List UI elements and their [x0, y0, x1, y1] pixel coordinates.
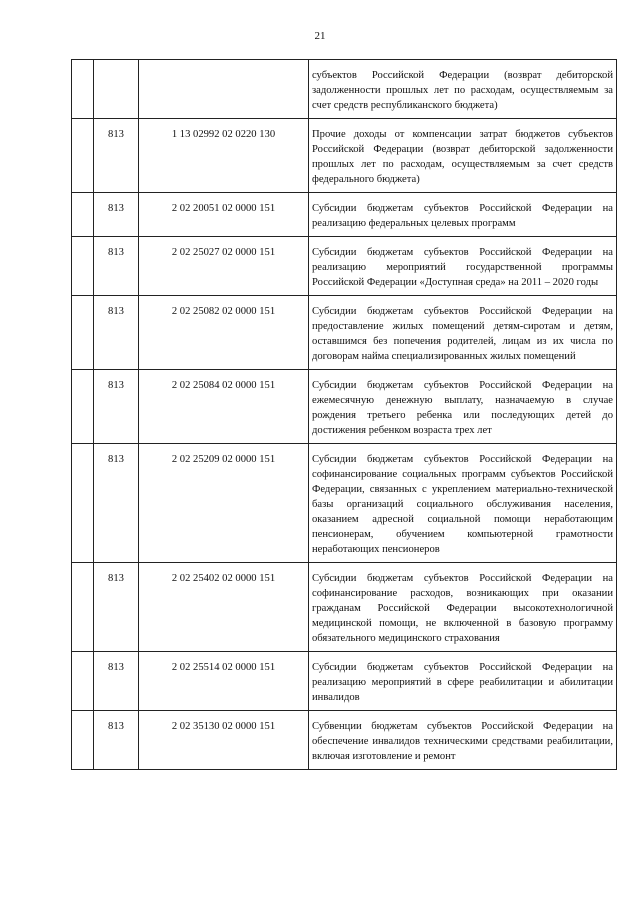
page-number: 21 — [314, 30, 326, 42]
admin-code-cell: 813 — [94, 193, 139, 237]
admin-code-cell: 813 — [94, 296, 139, 370]
revenue-name-cell: Субвенции бюджетам субъектов Российской Федерации на обеспечение инвалидов техническими средствами реабилитации, включая изготовление и ремонт — [309, 711, 617, 770]
revenue-code-cell — [139, 60, 309, 119]
blank-cell — [72, 296, 94, 370]
table-row — [72, 563, 617, 652]
revenue-name-cell: субъектов Российской Федерации (возврат дебиторской задолженности прошлых лет по расходам, осуществляемым за счет средств республиканского бюджета) — [309, 60, 617, 119]
blank-cell — [72, 237, 94, 296]
blank-cell — [72, 193, 94, 237]
blank-cell — [72, 652, 94, 711]
revenue-code-cell: 2 02 20051 02 0000 151 — [139, 193, 309, 237]
table-row — [72, 711, 617, 770]
revenue-name-cell: Субсидии бюджетам субъектов Российской Федерации на реализацию мероприятий в сфере реабилитации и абилитации инвалидов — [309, 652, 617, 711]
admin-code-cell: 813 — [94, 444, 139, 563]
revenue-code-cell: 2 02 35130 02 0000 151 — [139, 711, 309, 770]
table-row — [72, 237, 617, 296]
table-body — [72, 60, 617, 770]
revenue-name-cell: Субсидии бюджетам субъектов Российской Федерации на предоставление жилых помещений детям-сиротам и детям, оставшимся без попечения родителей, лицам из их числа по договорам найма специализированных жилых помещений — [309, 296, 617, 370]
blank-cell — [72, 119, 94, 193]
revenue-name-cell: Прочие доходы от компенсации затрат бюджетов субъектов Российской Федерации (возврат дебиторской задолженности прошлых лет по расходам, осуществляемым за счет средств федерального бюджета) — [309, 119, 617, 193]
admin-code-cell: 813 — [94, 119, 139, 193]
blank-cell — [72, 563, 94, 652]
blank-cell — [72, 370, 94, 444]
admin-code-cell: 813 — [94, 652, 139, 711]
revenue-code-cell: 2 02 25027 02 0000 151 — [139, 237, 309, 296]
admin-code-cell: 813 — [94, 711, 139, 770]
revenue-code-cell: 2 02 25082 02 0000 151 — [139, 296, 309, 370]
revenue-code-cell: 1 13 02992 02 0220 130 — [139, 119, 309, 193]
revenue-name-cell: Субсидии бюджетам субъектов Российской Федерации на реализацию федеральных целевых программ — [309, 193, 617, 237]
table-row — [72, 193, 617, 237]
table-row — [72, 444, 617, 563]
table-row — [72, 60, 617, 119]
revenue-code-cell: 2 02 25209 02 0000 151 — [139, 444, 309, 563]
table-row — [72, 652, 617, 711]
table-row — [72, 119, 617, 193]
admin-code-cell: 813 — [94, 237, 139, 296]
table-row — [72, 370, 617, 444]
blank-cell — [72, 60, 94, 119]
revenue-code-cell: 2 02 25514 02 0000 151 — [139, 652, 309, 711]
revenue-name-cell: Субсидии бюджетам субъектов Российской Федерации на софинансирование социальных программ субъектов Российской Федерации, связанных с укреплением материально-технической базы организаций социального обслуживания населения, оказанием адресной социальной помощи неработающим пенсионерам, обучением компьютерной грамотности неработающих пенсионеров — [309, 444, 617, 563]
revenue-code-cell: 2 02 25084 02 0000 151 — [139, 370, 309, 444]
revenue-name-cell: Субсидии бюджетам субъектов Российской Федерации на софинансирование расходов, возникающих при оказании гражданам Российской Федерации высокотехнологичной медицинской помощи, не включенной в базовую программу обязательного медицинского страхования — [309, 563, 617, 652]
blank-cell — [72, 711, 94, 770]
revenue-name-cell: Субсидии бюджетам субъектов Российской Федерации на реализацию мероприятий государственной программы Российской Федерации «Доступная среда» на 2011 – 2020 годы — [309, 237, 617, 296]
revenue-name-cell: Субсидии бюджетам субъектов Российской Федерации на ежемесячную денежную выплату, назначаемую в случае рождения третьего ребенка или последующих детей до достижения ребенком возраста трех лет — [309, 370, 617, 444]
blank-cell — [72, 444, 94, 563]
table-row — [72, 296, 617, 370]
revenue-codes-table — [71, 59, 617, 770]
admin-code-cell — [94, 60, 139, 119]
revenue-code-cell: 2 02 25402 02 0000 151 — [139, 563, 309, 652]
admin-code-cell: 813 — [94, 370, 139, 444]
admin-code-cell: 813 — [94, 563, 139, 652]
